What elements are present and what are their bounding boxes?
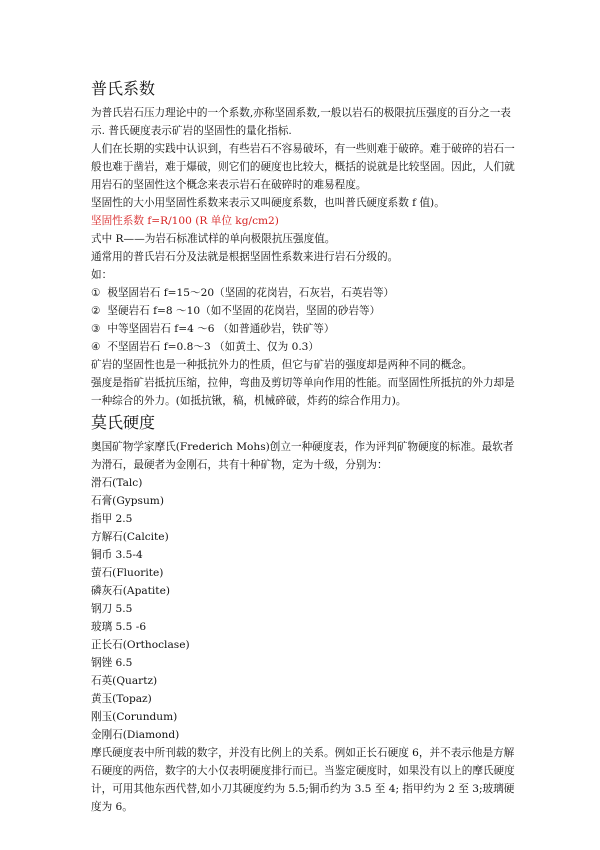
mohs-scale-item: 铜币 3.5-4 [91,549,143,561]
body-paragraph: 人们在长期的实践中认识到，有些岩石不容易破坏，有一些则难于破碎。难于破碎的岩石一般也难于凿岩，难于爆破，则它们的硬度也比较大，概括的说就是比较坚固。因此，人们就用岩石的坚固性这个概念来表示岩石在破碎时的难易程度。 [91,143,515,191]
strength-vs-firmness-sentence: 矿岩的坚固性也是一种抵抗外力的性质，但它与矿岩的强度却是两种不同的概念。 [91,359,473,371]
mohs-scale-item: 刚玉(Corundum) [91,711,178,723]
grade-text: 不坚固岩石 f=0.8～3 （如黄土、仅为 0.3） [107,341,320,353]
mohs-scale-item: 磷灰石(Apatite) [91,585,170,597]
hardness-coefficient-sentence: 坚固性的大小用坚固性系数来表示又叫硬度系数，也叫普氏硬度系数 f 值)。 [91,197,445,209]
strength-definition-paragraph: 强度是指矿岩抵抗压缩，拉伸，弯曲及剪切等单向作用的性能。而坚固性所抵抗的外力却是一种综合的外力。(如抵抗锹，稿，机械碎破，炸药的综合作用力)。 [91,377,515,407]
mohs-closing-paragraph: 摩氏硬度表中所刊载的数字，并没有比例上的关系。例如正长石硬度 6，并不表示他是方解石硬度的两倍，数字的大小仅表明硬度排行而已。当鉴定硬度时，如果没有以上的摩氏硬度计，可用其他东西代替,如小刀其硬度约为 5.5;铜币约为 3.5 至 4; 指甲约为 2 至 3;玻璃硬度为 6。 [91,747,515,813]
mohs-scale-item: 金刚石(Diamond) [91,729,180,741]
grade-item [91,320,523,338]
formula-note: 式中 R——为岩石标准试样的单向极限抗压强度值。 [91,233,336,245]
grade-text: 坚硬岩石 f=8 ～10（如不坚固的花岗岩，坚固的砂岩等） [107,305,381,317]
grade-text: 极坚固岩石 f=15～20（坚固的花岗岩，石灰岩，石英岩等） [107,287,395,299]
grade-item [91,302,523,320]
mohs-scale-item: 滑石(Talc) [91,477,143,489]
grade-number: ① [91,287,101,299]
formula-line: 坚固性系数 f=R/100 (R 单位 kg/cm2) [91,215,279,227]
section-title-mohs: 莫氏硬度 [91,413,156,432]
mohs-scale-item: 萤石(Fluorite) [91,567,164,579]
mohs-scale-item: 指甲 2.5 [91,513,133,525]
grade-text: 中等坚固岩石 f=4 ～6 （如普通砂岩，铁矿等） [107,323,335,335]
mohs-scale-item: 玻璃 5.5 -6 [91,621,147,633]
grade-number: ④ [91,341,101,353]
mohs-scale-item: 石英(Quartz) [91,675,158,687]
mohs-scale-item: 正长石(Orthoclase) [91,639,190,651]
such-as-label: 如： [91,269,113,281]
grade-number: ② [91,305,101,317]
mohs-scale-item: 钢锉 6.5 [91,657,133,669]
mohs-scale-item: 石膏(Gypsum) [91,495,164,507]
mohs-scale-item: 黄玉(Topaz) [91,693,152,705]
mohs-scale-item: 方解石(Calcite) [91,531,169,543]
mohs-scale-item: 钢刀 5.5 [91,603,133,615]
grade-item [91,338,523,356]
intro-paragraph: 为普氏岩石压力理论中的一个系数,亦称坚固系数,一般以岩石的极限抗压强度的百分之一表示. 普氏硬度表示矿岩的坚固性的量化指标. [91,107,511,137]
mohs-intro-paragraph: 奥国矿物学家摩氏(Frederich Mohs)创立一种硬度表，作为评判矿物硬度的标准。最软者为滑石，最硬者为金刚石，共有十种矿物，定为十级，分别为： [91,441,514,471]
grade-number: ③ [91,323,101,335]
classification-sentence: 通常用的普氏岩石分及法就是根据坚固性系数来进行岩石分级的。 [91,251,399,263]
section-title-protodyakonov: 普氏系数 [91,79,156,98]
grade-item [91,284,523,302]
